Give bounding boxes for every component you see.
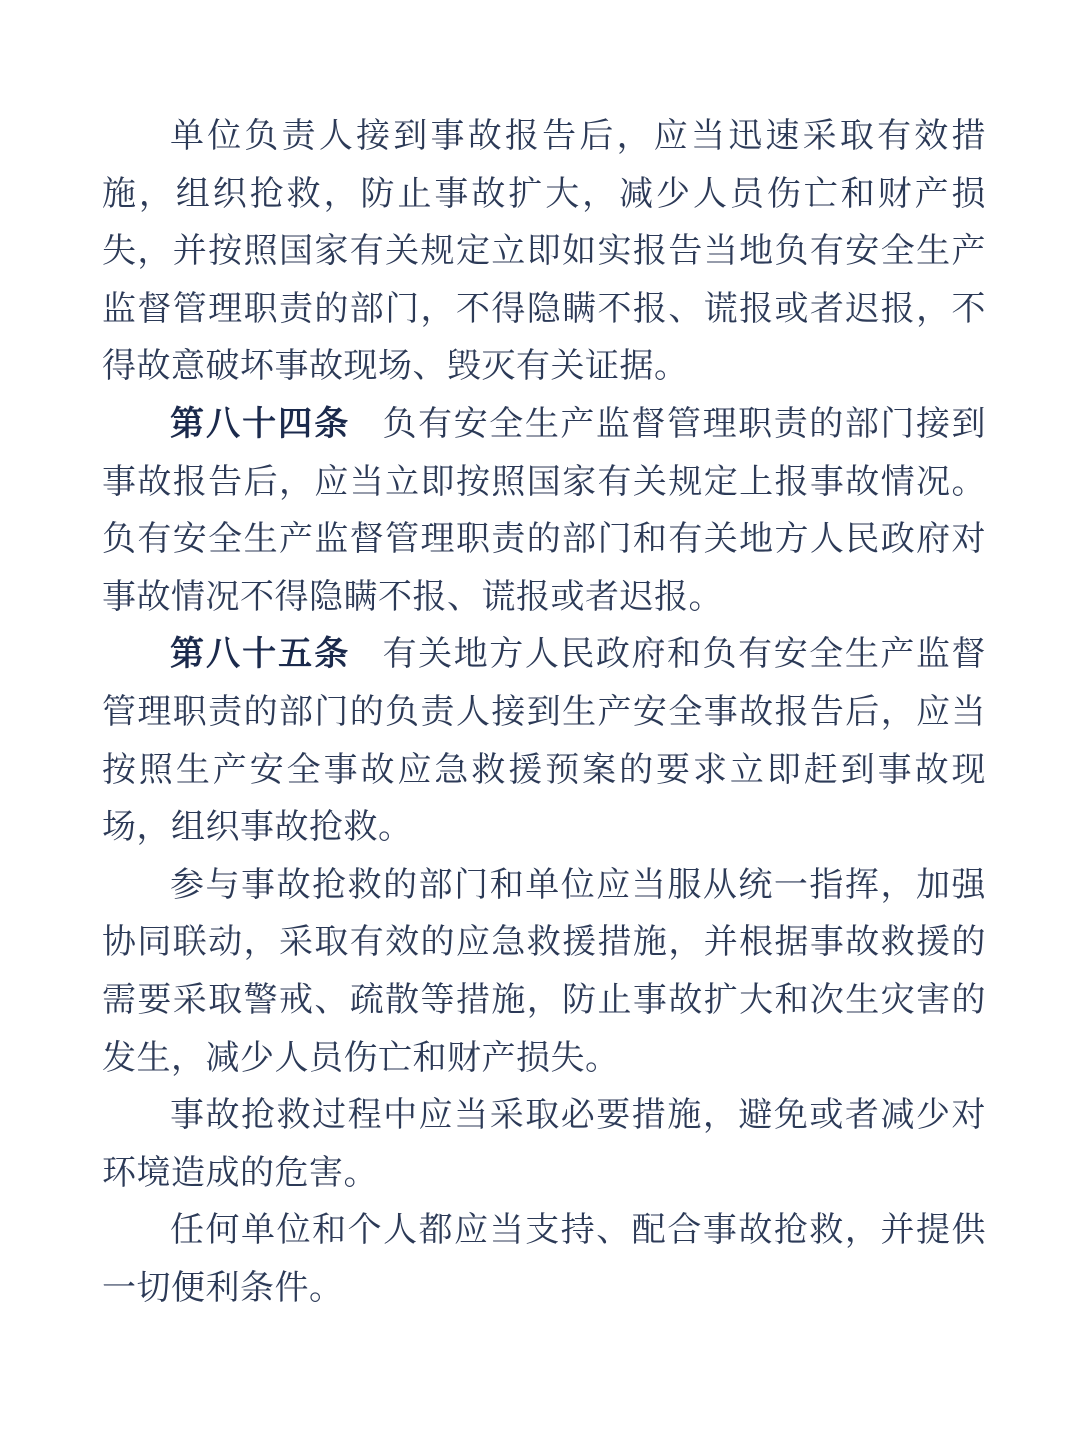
article-84-number: 第八十四条: [170, 404, 351, 443]
paragraph-text: 任何单位和个人都应当支持、配合事故抢救，并提供一切便利条件。: [102, 1212, 986, 1307]
paragraph-article-84: [102, 396, 986, 626]
paragraph-text: 参与事故抢救的部门和单位应当服从统一指挥，加强协同联动，采取有效的应急救援措施，并根据事故救援的需要采取警戒、疏散等措施，防止事故扩大和次生灾害的发生，减少人员伤亡和财产损失。: [102, 866, 986, 1077]
paragraph-text: 事故抢救过程中应当采取必要措施，避免或者减少对环境造成的危害。: [102, 1097, 986, 1192]
article-85-number: 第八十五条: [170, 635, 351, 674]
paragraph-environment-protection: [102, 1087, 986, 1202]
paragraph-support-obligation: [102, 1202, 986, 1317]
paragraph-text: 单位负责人接到事故报告后，应当迅速采取有效措施，组织抢救，防止事故扩大，减少人员伤亡和财产损失，并按照国家有关规定立即如实报告当地负有安全生产监督管理职责的部门，不得隐瞒不报、谎报或者迟报，不得故意破坏事故现场、毁灭有关证据。: [102, 118, 986, 386]
paragraph-text: 有关地方人民政府和负有安全生产监督管理职责的部门的负责人接到生产安全事故报告后，应当按照生产安全事故应急救援预案的要求立即赶到事故现场，组织事故抢救。: [102, 636, 987, 847]
paragraph-duty-of-unit-head: [102, 108, 986, 396]
paragraph-rescue-coordination: [102, 857, 986, 1087]
paragraph-text: 负有安全生产监督管理职责的部门接到事故报告后，应当立即按照国家有关规定上报事故情况。负有安全生产监督管理职责的部门和有关地方人民政府对事故情况不得隐瞒不报、谎报或者迟报。: [102, 405, 987, 616]
paragraph-article-85: [102, 626, 986, 856]
